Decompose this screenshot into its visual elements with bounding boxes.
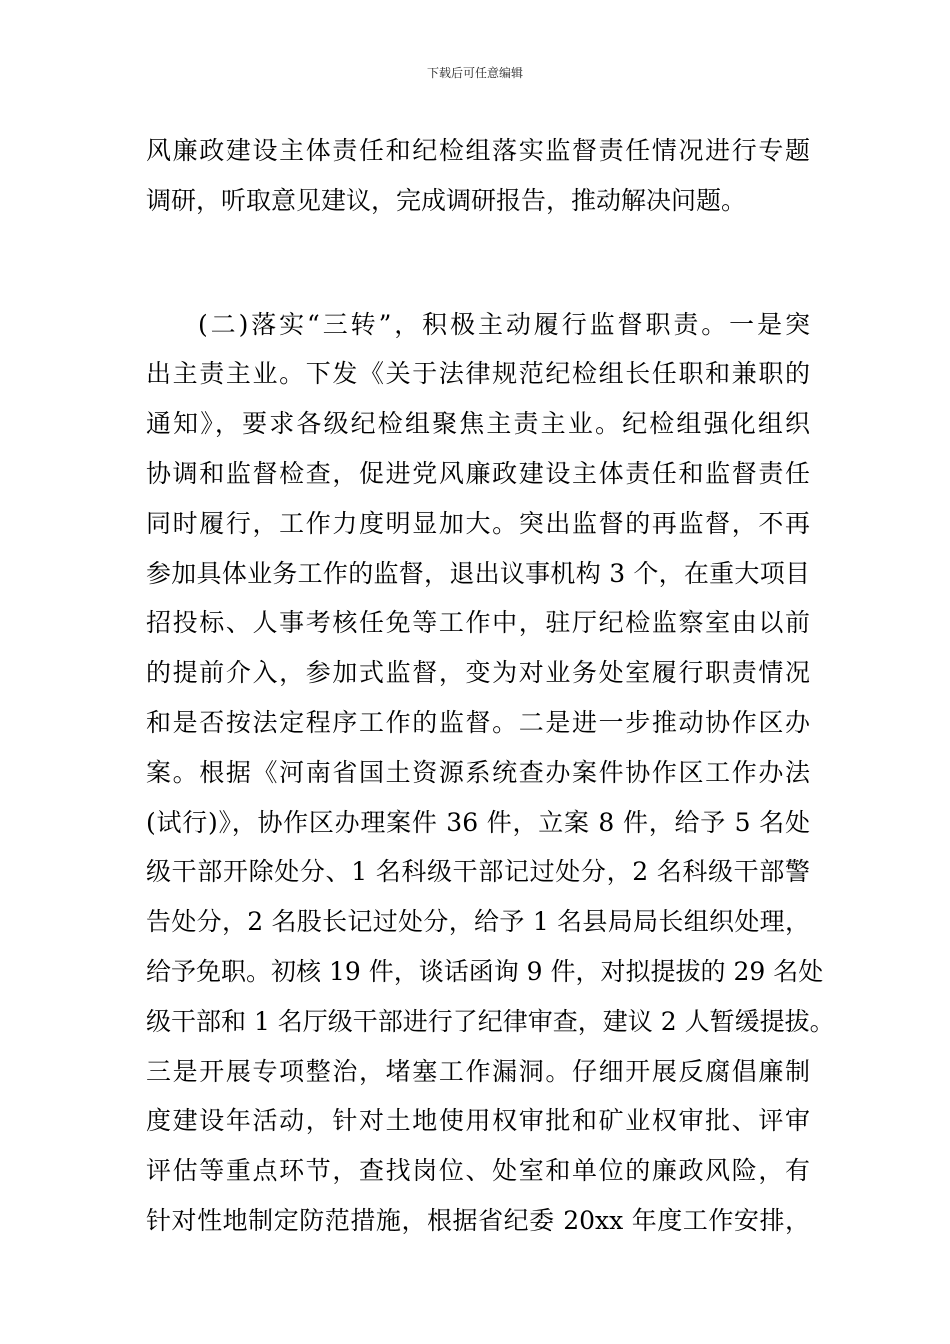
- document-body: [146, 126, 835, 1246]
- text-line: 评估等重点环节，查找岗位、处室和单位的廉政风险，有: [146, 1156, 810, 1186]
- text-line: 同时履行，工作力度明显加大。突出监督的再监督，不再: [146, 508, 810, 538]
- text-line: 协调和监督检查，促进党风廉政建设主体责任和监督责任: [146, 458, 810, 488]
- text-line: 招投标、人事考核任免等工作中，驻厅纪检监察室由以前: [146, 608, 810, 638]
- text-line: (二)落实“三转”，积极主动履行监督职责。一是突: [198, 309, 810, 339]
- text-line: 调研，听取意见建议，完成调研报告，推动解决问题。: [146, 185, 747, 215]
- page-header-note: 下载后可任意编辑: [426, 66, 523, 80]
- text-line: 的提前介入，参加式监督，变为对业务处室履行职责情况: [146, 658, 810, 688]
- text-line: 度建设年活动，针对土地使用权审批和矿业权审批、评审: [146, 1106, 810, 1136]
- text-line: 案。根据《河南省国土资源系统查办案件协作区工作办法: [146, 757, 810, 787]
- text-line: 和是否按法定程序工作的监督。二是进一步推动协作区办: [146, 707, 810, 737]
- text-line: 级干部开除处分、1 名科级干部记过处分，2 名科级干部警: [146, 857, 810, 887]
- text-line: 出主责主业。下发《关于法律规范纪检组长任职和兼职的: [146, 359, 810, 389]
- text-line: 针对性地制定防范措施，根据省纪委 20xx 年度工作安排，: [146, 1205, 810, 1235]
- text-line: 给予免职。初核 19 件，谈话函询 9 件，对拟提拔的 29 名处: [146, 956, 824, 986]
- text-line: 级干部和 1 名厅级干部进行了纪律审查，建议 2 人暂缓提拔。: [146, 1006, 835, 1036]
- text-line: 告处分，2 名股长记过处分，给予 1 名县局局长组织处理，: [146, 907, 810, 937]
- paragraph-gap: [146, 226, 810, 300]
- text-line: (试行)》，协作区办理案件 36 件，立案 8 件，给予 5 名处: [146, 807, 810, 837]
- text-line: 风廉政建设主体责任和纪检组落实监督责任情况进行专题: [146, 136, 810, 165]
- text-line: 参加具体业务工作的监督，退出议事机构 3 个，在重大项目: [146, 558, 810, 588]
- text-line: 通知》，要求各级纪检组聚焦主责主业。纪检组强化组织: [146, 409, 810, 439]
- text-line: 三是开展专项整治，堵塞工作漏洞。仔细开展反腐倡廉制: [146, 1056, 810, 1086]
